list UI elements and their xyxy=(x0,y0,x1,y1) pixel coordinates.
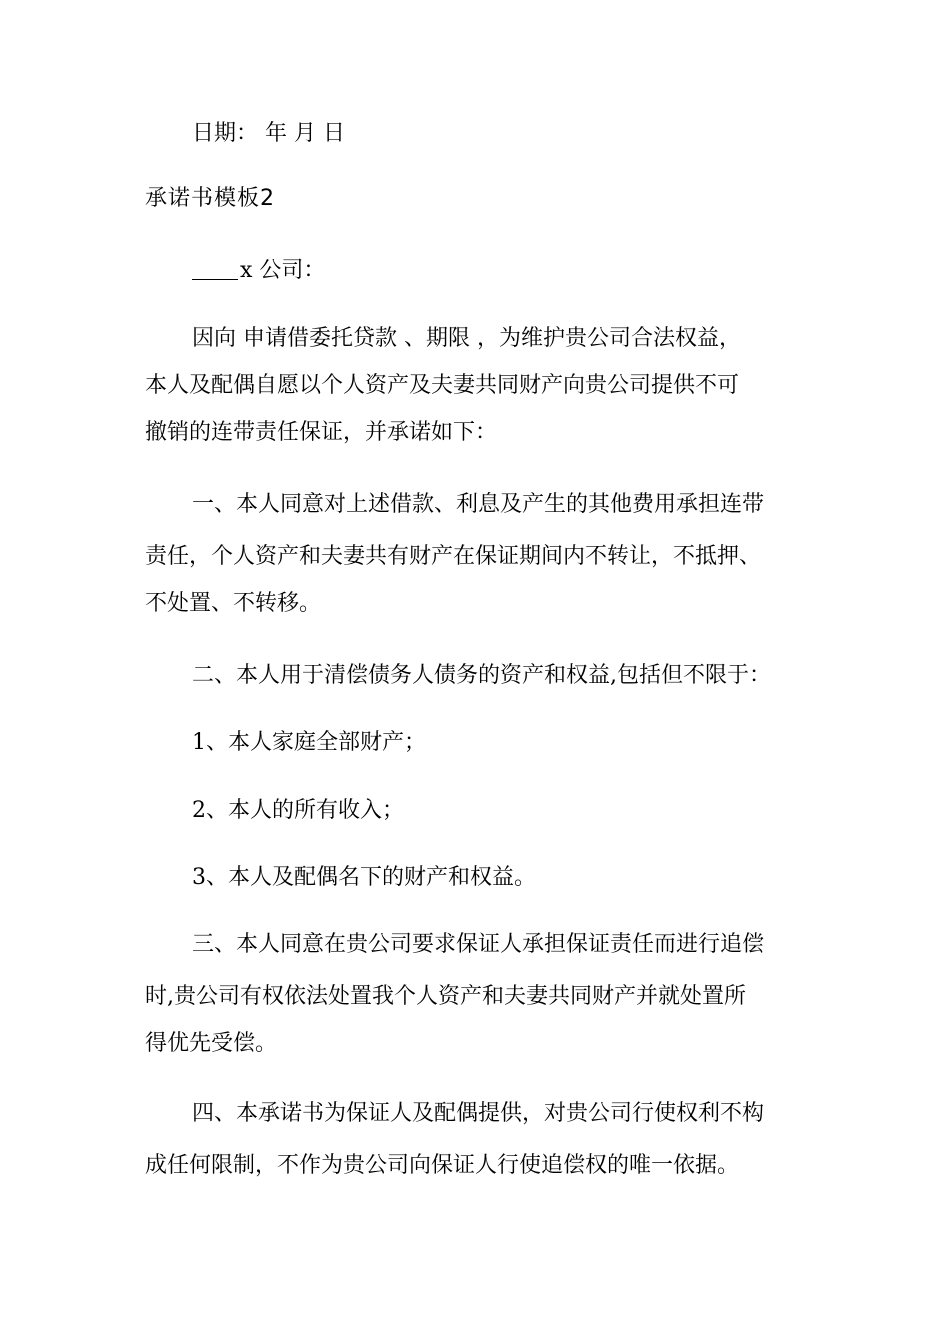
paragraph-line: 不处置、不转移。 xyxy=(145,591,322,616)
paragraph-line: 责任，个人资产和夫妻共有财产在保证期间内不转让，不抵押、 xyxy=(145,544,762,569)
paragraph-line: 时,贵公司有权依法处置我个人资产和夫妻共同财产并就处置所 xyxy=(145,984,746,1009)
paragraph-line: 一、本人同意对上述借款、利息及产生的其他费用承担连带 xyxy=(192,492,765,517)
addressee-text: x 公司： xyxy=(240,258,326,283)
date-line: 日期： 年 月 日 xyxy=(192,121,345,146)
paragraph-line: 本人及配偶自愿以个人资产及夫妻共同财产向贵公司提供不可 xyxy=(145,373,740,398)
addressee-blank xyxy=(192,257,238,280)
paragraph-line: 四、本承诺书为保证人及配偶提供，对贵公司行使权利不构 xyxy=(192,1101,765,1126)
paragraph-line: 二、本人用于清偿债务人债务的资产和权益,包括但不限于： xyxy=(192,663,771,688)
paragraph-line: 得优先受偿。 xyxy=(145,1031,278,1056)
list-item: 2、本人的所有收入； xyxy=(192,798,404,823)
paragraph-line: 撤销的连带责任保证，并承诺如下： xyxy=(145,420,498,445)
paragraph-line: 三、本人同意在贵公司要求保证人承担保证责任而进行追偿 xyxy=(192,932,765,957)
paragraph-line: 因向 申请借委托贷款 、期限 ，为维护贵公司合法权益， xyxy=(192,326,741,351)
list-item: 3、本人及配偶名下的财产和权益。 xyxy=(192,865,536,890)
document-heading: 承诺书模板2 xyxy=(145,186,275,211)
list-item: 1、本人家庭全部财产； xyxy=(192,730,426,755)
paragraph-line: 成任何限制，不作为贵公司向保证人行使追偿权的唯一依据。 xyxy=(145,1153,740,1178)
addressee-line xyxy=(192,256,325,286)
